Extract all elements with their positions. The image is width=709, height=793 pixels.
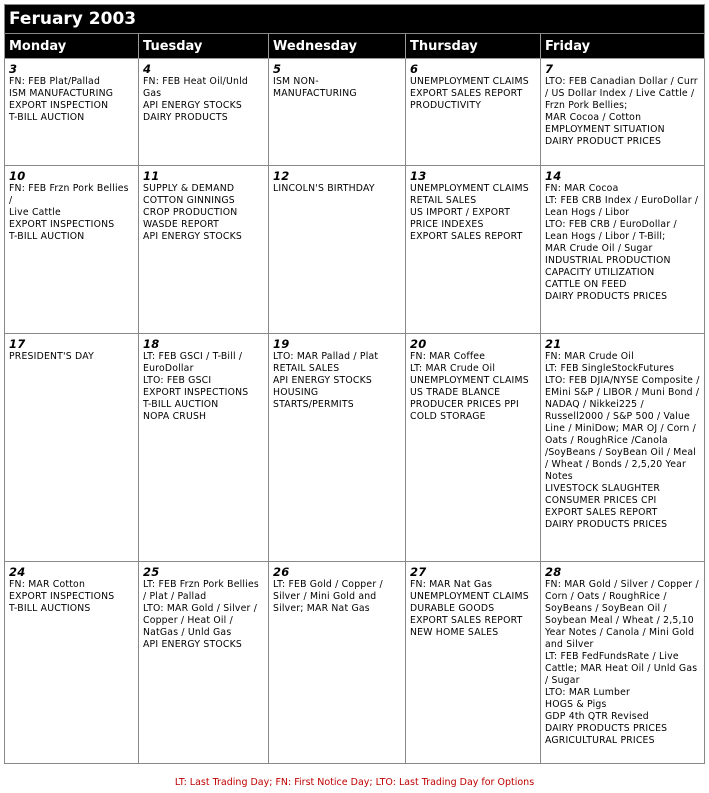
event-entry: EXPORT SALES REPORT <box>410 88 523 99</box>
event-entry: RETAIL SALES <box>273 363 340 374</box>
event-entry: LTO: FEB DJIA/NYSE Composite / EMini S&P / LIBOR / Muni Bond / NADAQ / Nikkei225 / Russell2000 / S&P 500 / Value Line / MiniDow; MAR OJ / Corn / Oats / RoughRice /Canola /SoyBeans / SoyBean Oil / Meal / Wheat / Bonds / 2,5,20 Year Notes <box>545 375 700 482</box>
event-entry: LIVESTOCK SLAUGHTER <box>545 483 661 494</box>
event-entry: UNEMPLOYMENT CLAIMS <box>410 375 529 386</box>
event-entry: LTO: MAR Pallad / Plat <box>273 351 379 362</box>
event-entry: API ENERGY STOCKS <box>273 375 372 386</box>
week-row <box>5 59 705 166</box>
event-entry: DAIRY PRODUCTS PRICES <box>545 723 668 734</box>
day-number: 18 <box>143 337 160 351</box>
event-entry: LTO: MAR Gold / Silver / Copper / Heat Oil / NatGas / Unld Gas <box>143 603 258 638</box>
weekday-tuesday: Tuesday <box>139 34 269 59</box>
event-entry: T-BILL AUCTIONS <box>9 603 91 614</box>
day-cell <box>541 562 705 764</box>
event-entry: COTTON GINNINGS <box>143 195 235 206</box>
event-entry: FN: MAR Gold / Silver / Copper / Corn / Oats / RoughRice / SoyBeans / SoyBean Oil / Soybean Meal / Wheat / 2,5,10 Year Notes / Canola / Mini Gold and Silver <box>545 579 699 650</box>
day-cell <box>5 562 139 764</box>
day-cell <box>406 334 541 562</box>
event-entry: ISM NON-MANUFACTURING <box>273 76 357 99</box>
event-entry: LINCOLN'S BIRTHDAY <box>273 183 375 194</box>
day-number: 3 <box>9 62 18 76</box>
calendar-table <box>4 4 705 764</box>
weekday-friday: Friday <box>541 34 705 59</box>
day-number: 10 <box>9 169 26 183</box>
day-cell <box>406 166 541 334</box>
event-entry: LTO: FEB Canadian Dollar / Curr / US Dollar Index / Live Cattle / Frzn Pork Bellies; <box>545 76 698 111</box>
day-number: 6 <box>410 62 419 76</box>
event-entry: FN: MAR Nat Gas <box>410 579 493 590</box>
event-entry: AGRICULTURAL PRICES <box>545 735 655 746</box>
event-entry: EXPORT INSPECTION <box>9 100 109 111</box>
event-entry: EXPORT SALES REPORT <box>410 231 523 242</box>
event-entry: NEW HOME SALES <box>410 627 499 638</box>
day-number: 5 <box>273 62 282 76</box>
event-entry: LTO: FEB CRB / EuroDollar / Lean Hogs / Libor / T-Bill; <box>545 219 677 242</box>
event-entry: FN: MAR Coffee <box>410 351 486 362</box>
event-entry: NOPA CRUSH <box>143 411 207 422</box>
day-cell <box>541 166 705 334</box>
event-entry: US IMPORT / EXPORT PRICE INDEXES <box>410 207 511 230</box>
event-entry: EXPORT INSPECTIONS <box>143 387 249 398</box>
week-row <box>5 334 705 562</box>
day-cell <box>269 562 406 764</box>
event-entry: COLD STORAGE <box>410 411 486 422</box>
event-entry: RETAIL SALES <box>410 195 477 206</box>
event-entry: PRESIDENT'S DAY <box>9 351 94 362</box>
event-entry: EXPORT INSPECTIONS <box>9 591 115 602</box>
event-entry: DURABLE GOODS <box>410 603 495 614</box>
event-entry: US TRADE BLANCE <box>410 387 501 398</box>
day-cell <box>406 59 541 166</box>
day-cell <box>269 59 406 166</box>
event-entry: FN: MAR Cocoa <box>545 183 619 194</box>
day-number: 21 <box>545 337 562 351</box>
day-cell <box>269 166 406 334</box>
event-entry: CAPACITY UTILIZATION <box>545 267 655 278</box>
day-number: 20 <box>410 337 427 351</box>
event-entry: UNEMPLOYMENT CLAIMS <box>410 183 529 194</box>
event-entry: LT: FEB Frzn Pork Bellies / Plat / Pallad <box>143 579 259 602</box>
event-entry: PRODUCTIVITY <box>410 100 482 111</box>
legend: LT: Last Trading Day; FN: First Notice Day; LTO: Last Trading Day for Options <box>174 777 535 788</box>
event-entry: Live Cattle <box>9 207 61 218</box>
event-entry: GDP 4th QTR Revised <box>545 711 649 722</box>
event-entry: INDUSTRIAL PRODUCTION <box>545 255 671 266</box>
week-row <box>5 166 705 334</box>
day-number: 7 <box>545 62 554 76</box>
day-cell <box>269 334 406 562</box>
day-number: 24 <box>9 565 26 579</box>
day-number: 27 <box>410 565 427 579</box>
event-entry: UNEMPLOYMENT CLAIMS <box>410 591 529 602</box>
day-cell <box>541 59 705 166</box>
day-cell <box>406 562 541 764</box>
day-cell <box>139 166 269 334</box>
event-entry: HOUSING STARTS/PERMITS <box>273 387 354 410</box>
event-entry: DAIRY PRODUCTS PRICES <box>545 291 668 302</box>
event-entry: HOGS & Pigs <box>545 699 607 710</box>
event-entry: API ENERGY STOCKS <box>143 100 242 111</box>
event-entry: API ENERGY STOCKS <box>143 639 242 650</box>
event-entry: CONSUMER PRICES CPI <box>545 495 657 506</box>
event-entry: MAR Crude Oil / Sugar <box>545 243 653 254</box>
day-number: 11 <box>143 169 160 183</box>
event-entry: API ENERGY STOCKS <box>143 231 242 242</box>
event-entry: LTO: FEB GSCI <box>143 375 212 386</box>
event-entry: CROP PRODUCTION <box>143 207 238 218</box>
weekday-thursday: Thursday <box>406 34 541 59</box>
weekday-wednesday: Wednesday <box>269 34 406 59</box>
event-entry: FN: FEB Frzn Pork Bellies / <box>9 183 129 206</box>
day-number: 14 <box>545 169 562 183</box>
day-number: 13 <box>410 169 427 183</box>
event-entry: LT: FEB GSCI / T-Bill / EuroDollar <box>143 351 243 374</box>
event-entry: LT: FEB CRB Index / EuroDollar / Lean Hogs / Libor <box>545 195 699 218</box>
event-entry: FN: FEB Plat/Pallad <box>9 76 101 87</box>
event-entry: FN: FEB Heat Oil/Unld Gas <box>143 76 248 99</box>
event-entry: CATTLE ON FEED <box>545 279 627 290</box>
calendar-title: Feruary 2003 <box>5 5 705 34</box>
day-cell <box>5 334 139 562</box>
event-entry: LT: FEB FedFundsRate / Live Cattle; MAR Heat Oil / Unld Gas / Sugar <box>545 651 698 686</box>
day-cell <box>139 59 269 166</box>
event-entry: LTO: MAR Lumber <box>545 687 631 698</box>
event-entry: WASDE REPORT <box>143 219 220 230</box>
event-entry: UNEMPLOYMENT CLAIMS <box>410 76 529 87</box>
event-entry: SUPPLY & DEMAND <box>143 183 235 194</box>
weekday-header-row <box>5 34 705 59</box>
event-entry: T-BILL AUCTION <box>9 112 85 123</box>
day-cell <box>5 59 139 166</box>
day-cell <box>139 562 269 764</box>
event-entry: PRODUCER PRICES PPI <box>410 399 519 410</box>
event-entry: LT: MAR Crude Oil <box>410 363 496 374</box>
day-number: 4 <box>143 62 152 76</box>
event-entry: T-BILL AUCTION <box>9 231 85 242</box>
event-entry: MAR Cocoa / Cotton <box>545 112 642 123</box>
event-entry: T-BILL AUCTION <box>143 399 219 410</box>
event-entry: EXPORT SALES REPORT <box>545 507 658 518</box>
day-cell <box>139 334 269 562</box>
week-row <box>5 562 705 764</box>
event-entry: DAIRY PRODUCTS PRICES <box>545 519 668 530</box>
day-cell <box>541 334 705 562</box>
weekday-monday: Monday <box>5 34 139 59</box>
event-entry: LT: FEB SingleStockFutures <box>545 363 675 374</box>
event-entry: DAIRY PRODUCT PRICES <box>545 136 662 147</box>
day-cell <box>5 166 139 334</box>
event-entry: FN: MAR Cotton <box>9 579 86 590</box>
event-entry: EMPLOYMENT SITUATION <box>545 124 665 135</box>
event-entry: EXPORT SALES REPORT <box>410 615 523 626</box>
event-entry: ISM MANUFACTURING <box>9 88 114 99</box>
event-entry: EXPORT INSPECTIONS <box>9 219 115 230</box>
day-number: 19 <box>273 337 290 351</box>
event-entry: FN: MAR Crude Oil <box>545 351 634 362</box>
day-number: 17 <box>9 337 26 351</box>
day-number: 28 <box>545 565 562 579</box>
event-entry: LT: FEB Gold / Copper / Silver / Mini Gold and Silver; MAR Nat Gas <box>273 579 383 614</box>
day-number: 12 <box>273 169 290 183</box>
event-entry: DAIRY PRODUCTS <box>143 112 228 123</box>
day-number: 26 <box>273 565 290 579</box>
day-number: 25 <box>143 565 160 579</box>
